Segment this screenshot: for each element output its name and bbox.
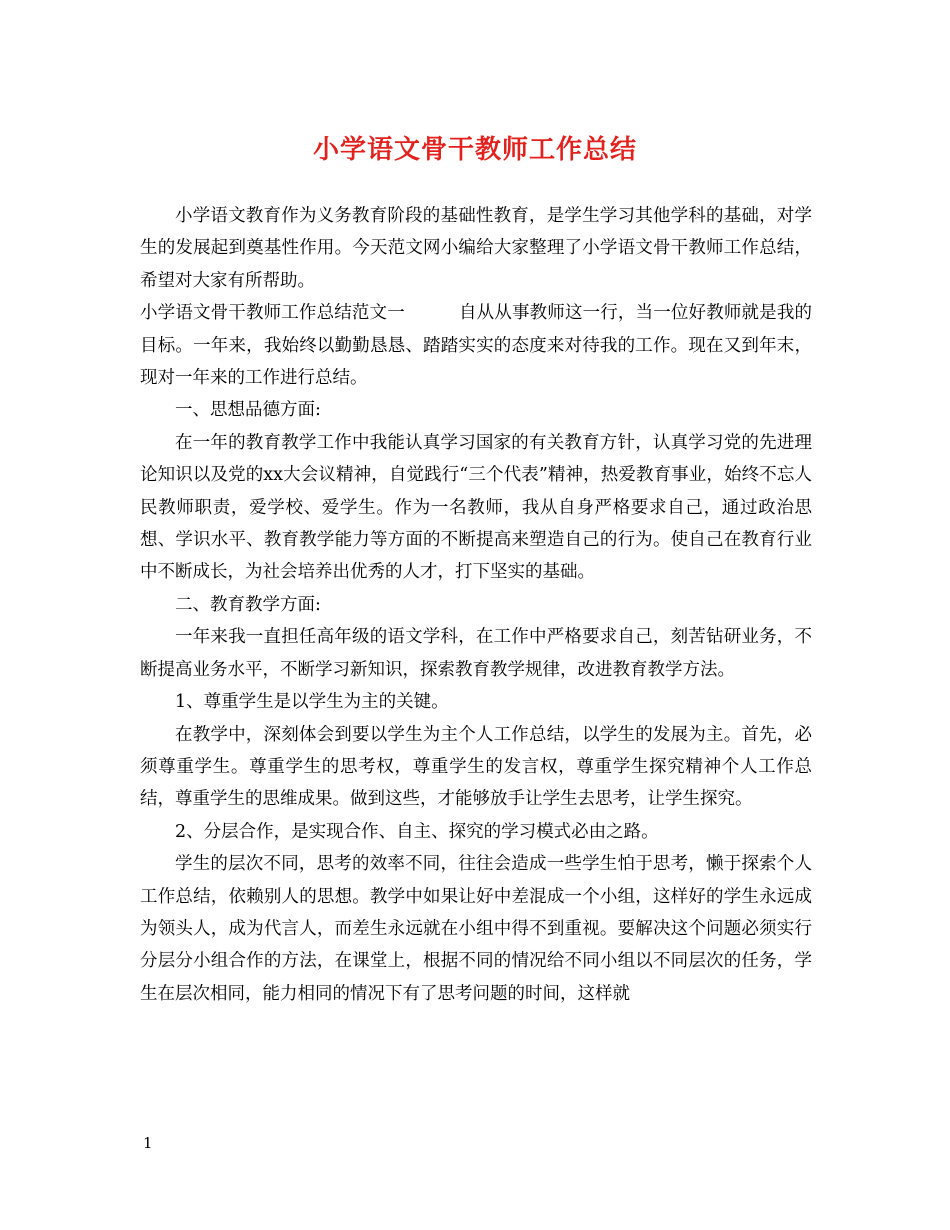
document-title: 小学语文骨干教师工作总结 <box>312 135 637 165</box>
point2-paragraph: 学生的层次不同，思考的效率不同，往往会造成一些学生怕于思考，懒于探索个人工作总结，依赖别人的思想。教学中如果让好中差混成一个小组，这样好的学生永远成为领头人，成为代言人，而差生永远就在小组中得不到重视。要解决这个问题必须实行分层分小组合作的方法，在课堂上，根据不同的情况给不同小组以不同层次的任务，学生在层次相同，能力相同的情况下有了思考问题的时间，这样就 <box>140 854 812 1004</box>
section2-paragraph: 一年来我一直担任高年级的语文学科，在工作中严格要求自己，刻苦钻研业务，不断提高业务水平，不断学习新知识，探索教育教学规律，改进教育教学方法。 <box>140 627 812 680</box>
point1-heading: 1、尊重学生是以学生为主的关键。 <box>175 692 449 713</box>
page-number: 1 <box>143 1134 153 1152</box>
sample-heading: 小学语文骨干教师工作总结范文一 <box>140 303 405 324</box>
section1-paragraph: 在一年的教育教学工作中我能认真学习国家的有关教育方针，认真学习党的先进理论知识以及党的xx大会议精神，自觉践行“三个代表”精神，热爱教育事业，始终不忘人民教师职责，爱学校、爱学生。作为一名教师，我从自身严格要求自己，通过政治思想、学识水平、教育教学能力等方面的不断提高来塑造自己的行为。使自己在教育行业中不断成长，为社会培养出优秀的人才，打下坚实的基础。 <box>140 432 812 583</box>
document-body <box>140 200 812 1010</box>
sample-paragraph <box>140 297 812 394</box>
intro-paragraph: 小学语文教育作为义务教育阶段的基础性教育，是学生学习其他学科的基础，对学生的发展起到奠基性作用。今天范文网小编给大家整理了小学语文骨干教师工作总结，希望对大家有所帮助。 <box>140 206 812 291</box>
sample-opening-text: 自从从事教师这一行，当一位好教师就是我的目标。一年来，我始终以勤勤恳恳、踏踏实实的态度来对待我的工作。现在又到年末，现对一年来的工作进行总结。 <box>140 303 813 389</box>
section1-heading: 一、思想品德方面: <box>175 400 321 421</box>
point1-paragraph: 在教学中，深刻体会到要以学生为主个人工作总结，以学生的发展为主。首先，必须尊重学生。尊重学生的思考权，尊重学生的发言权，尊重学生探究精神个人工作总结，尊重学生的思维成果。做到这些，才能够放手让学生去思考，让学生探究。 <box>140 724 812 810</box>
point2-heading: 2、分层合作，是实现合作、自主、探究的学习模式必由之路。 <box>175 821 659 842</box>
section2-heading: 二、教育教学方面: <box>175 594 321 615</box>
